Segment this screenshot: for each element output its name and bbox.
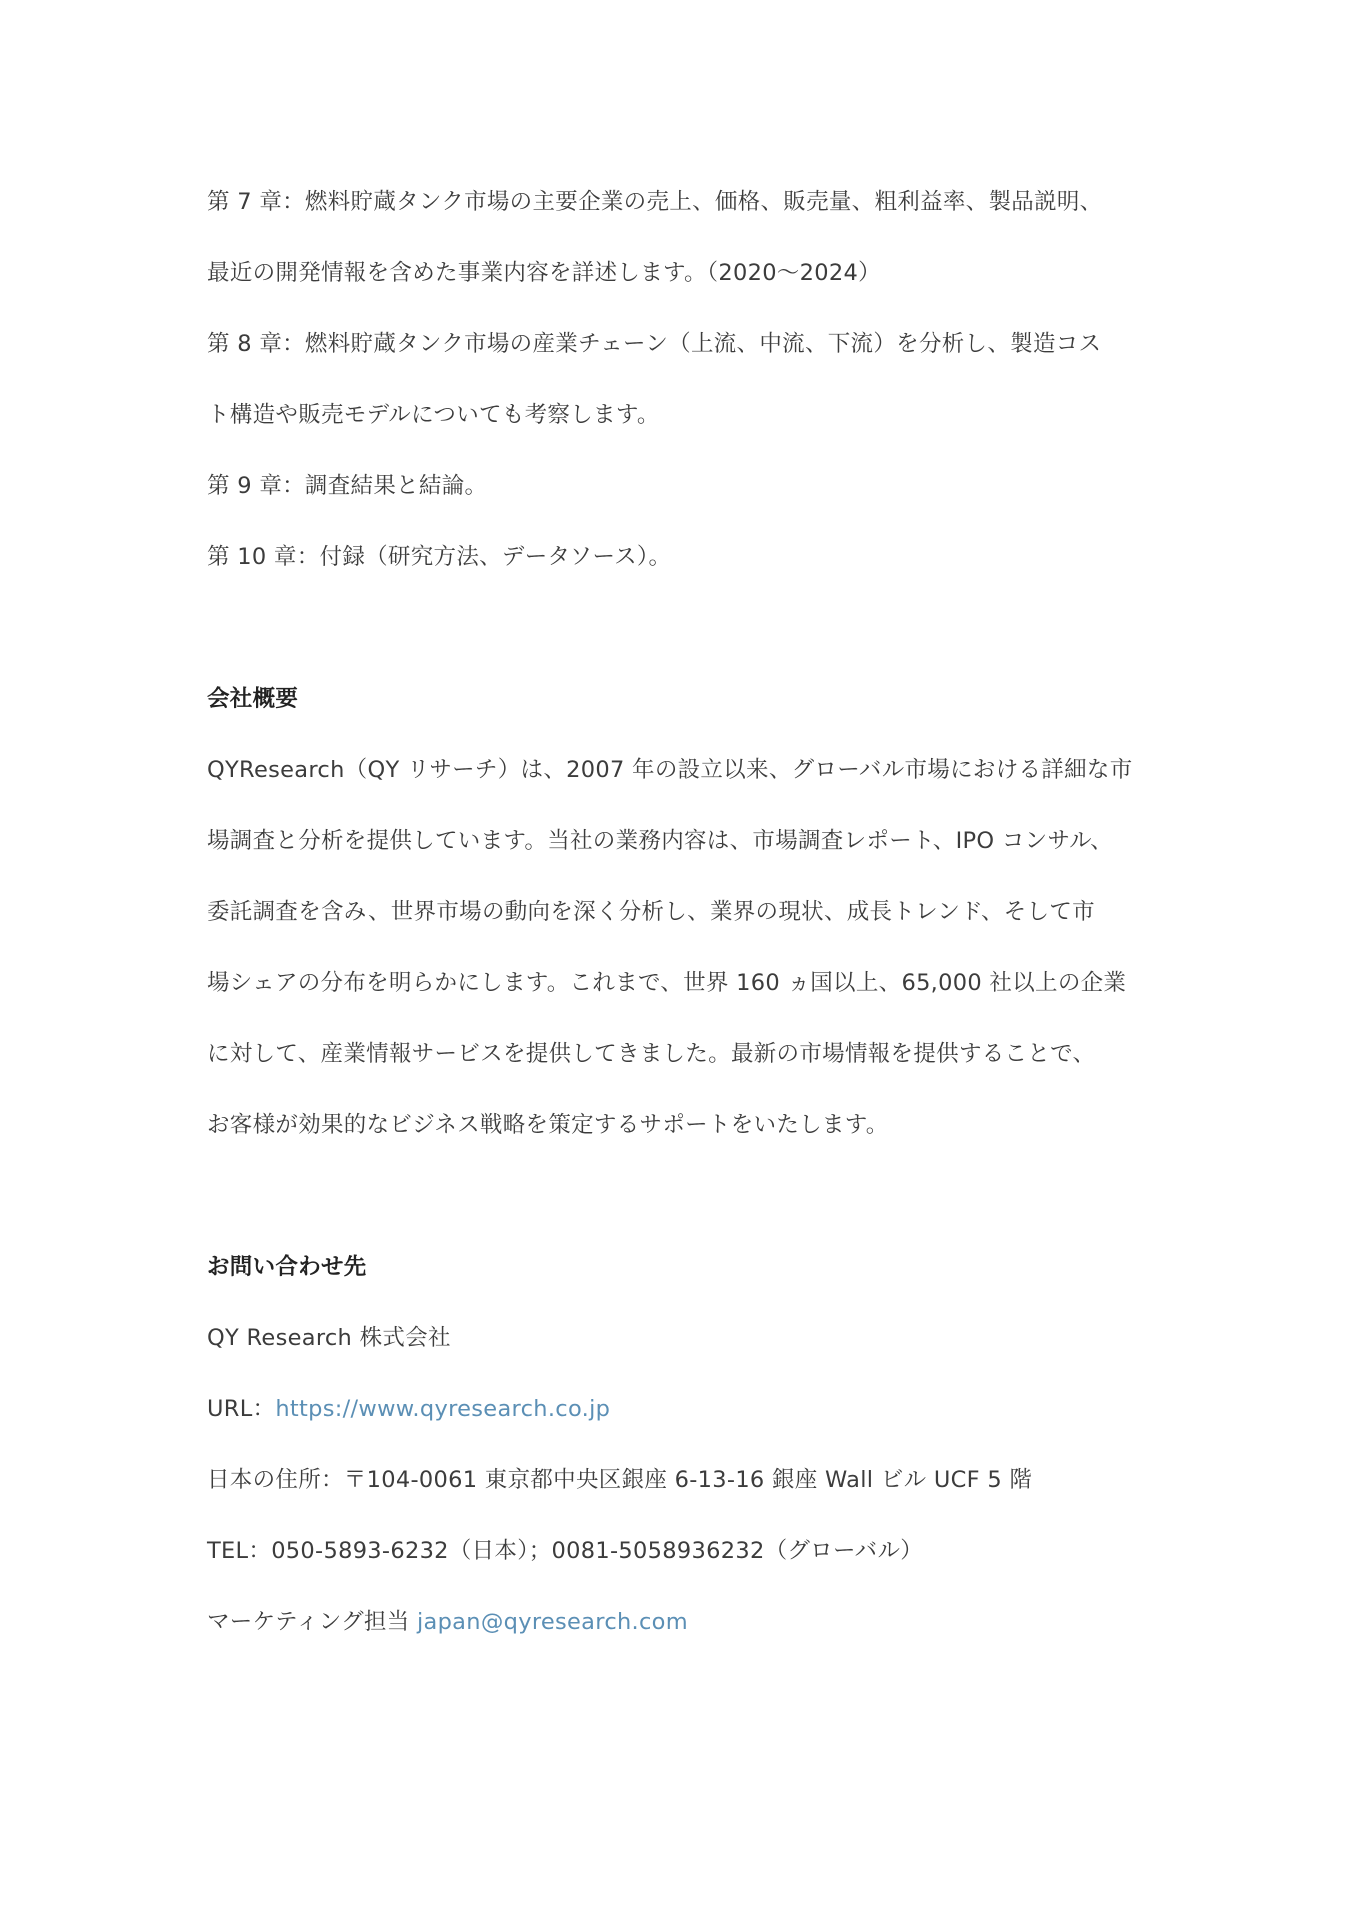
contact-url-line: [207, 1394, 1167, 1424]
contact-heading: お問い合わせ先: [207, 1254, 367, 1280]
chapter-8-line-2: ト構造や販売モデルについても考察します。: [207, 402, 660, 428]
company-overview-line-6: お客様が効果的なビジネス戦略を策定するサポートをいたします。: [207, 1112, 889, 1138]
chapter-7-line-1: 第 7 章：燃料貯蔵タンク市場の主要企業の売上、価格、販売量、粗利益率、製品説明、: [207, 189, 1103, 215]
contact-tel: TEL：050-5893-6232（日本）；0081-5058936232（グローバル）: [207, 1538, 924, 1564]
company-overview-line-1: QYResearch（QY リサーチ）は、2007 年の設立以来、グローバル市場における詳細な市: [207, 757, 1133, 783]
company-overview-line-4: 場シェアの分布を明らかにします。これまで、世界 160 ヵ国以上、65,000 社以上の企業: [207, 970, 1127, 996]
company-overview-line-2: 場調査と分析を提供しています。当社の業務内容は、市場調査レポート、IPO コンサル、: [207, 828, 1113, 854]
email-link[interactable]: japan@qyresearch.com: [416, 1609, 688, 1635]
url-label: URL：: [207, 1396, 276, 1422]
contact-company-name: QY Research 株式会社: [207, 1325, 451, 1351]
website-link[interactable]: https://www.qyresearch.co.jp: [275, 1396, 611, 1422]
chapter-8-line-1: 第 8 章：燃料貯蔵タンク市場の産業チェーン（上流、中流、下流）を分析し、製造コス: [207, 331, 1102, 357]
chapter-7-line-2: 最近の開発情報を含めた事業内容を詳述します。（2020～2024）: [207, 260, 881, 286]
company-overview-line-5: に対して、産業情報サービスを提供してきました。最新の市場情報を提供することで、: [207, 1041, 1096, 1067]
contact-marketing-line: [207, 1607, 1167, 1637]
contact-address: 日本の住所：〒104-0061 東京都中央区銀座 6-13-16 銀座 Wall ビル UCF 5 階: [207, 1467, 1033, 1493]
marketing-label: マーケティング担当: [207, 1609, 417, 1635]
company-overview-heading: 会社概要: [207, 686, 299, 712]
chapter-10-line: 第 10 章：付録（研究方法、データソース）。: [207, 544, 672, 570]
company-overview-line-3: 委託調査を含み、世界市場の動向を深く分析し、業界の現状、成長トレンド、そして市: [207, 899, 1095, 925]
chapter-9-line: 第 9 章：調査結果と結論。: [207, 473, 488, 499]
